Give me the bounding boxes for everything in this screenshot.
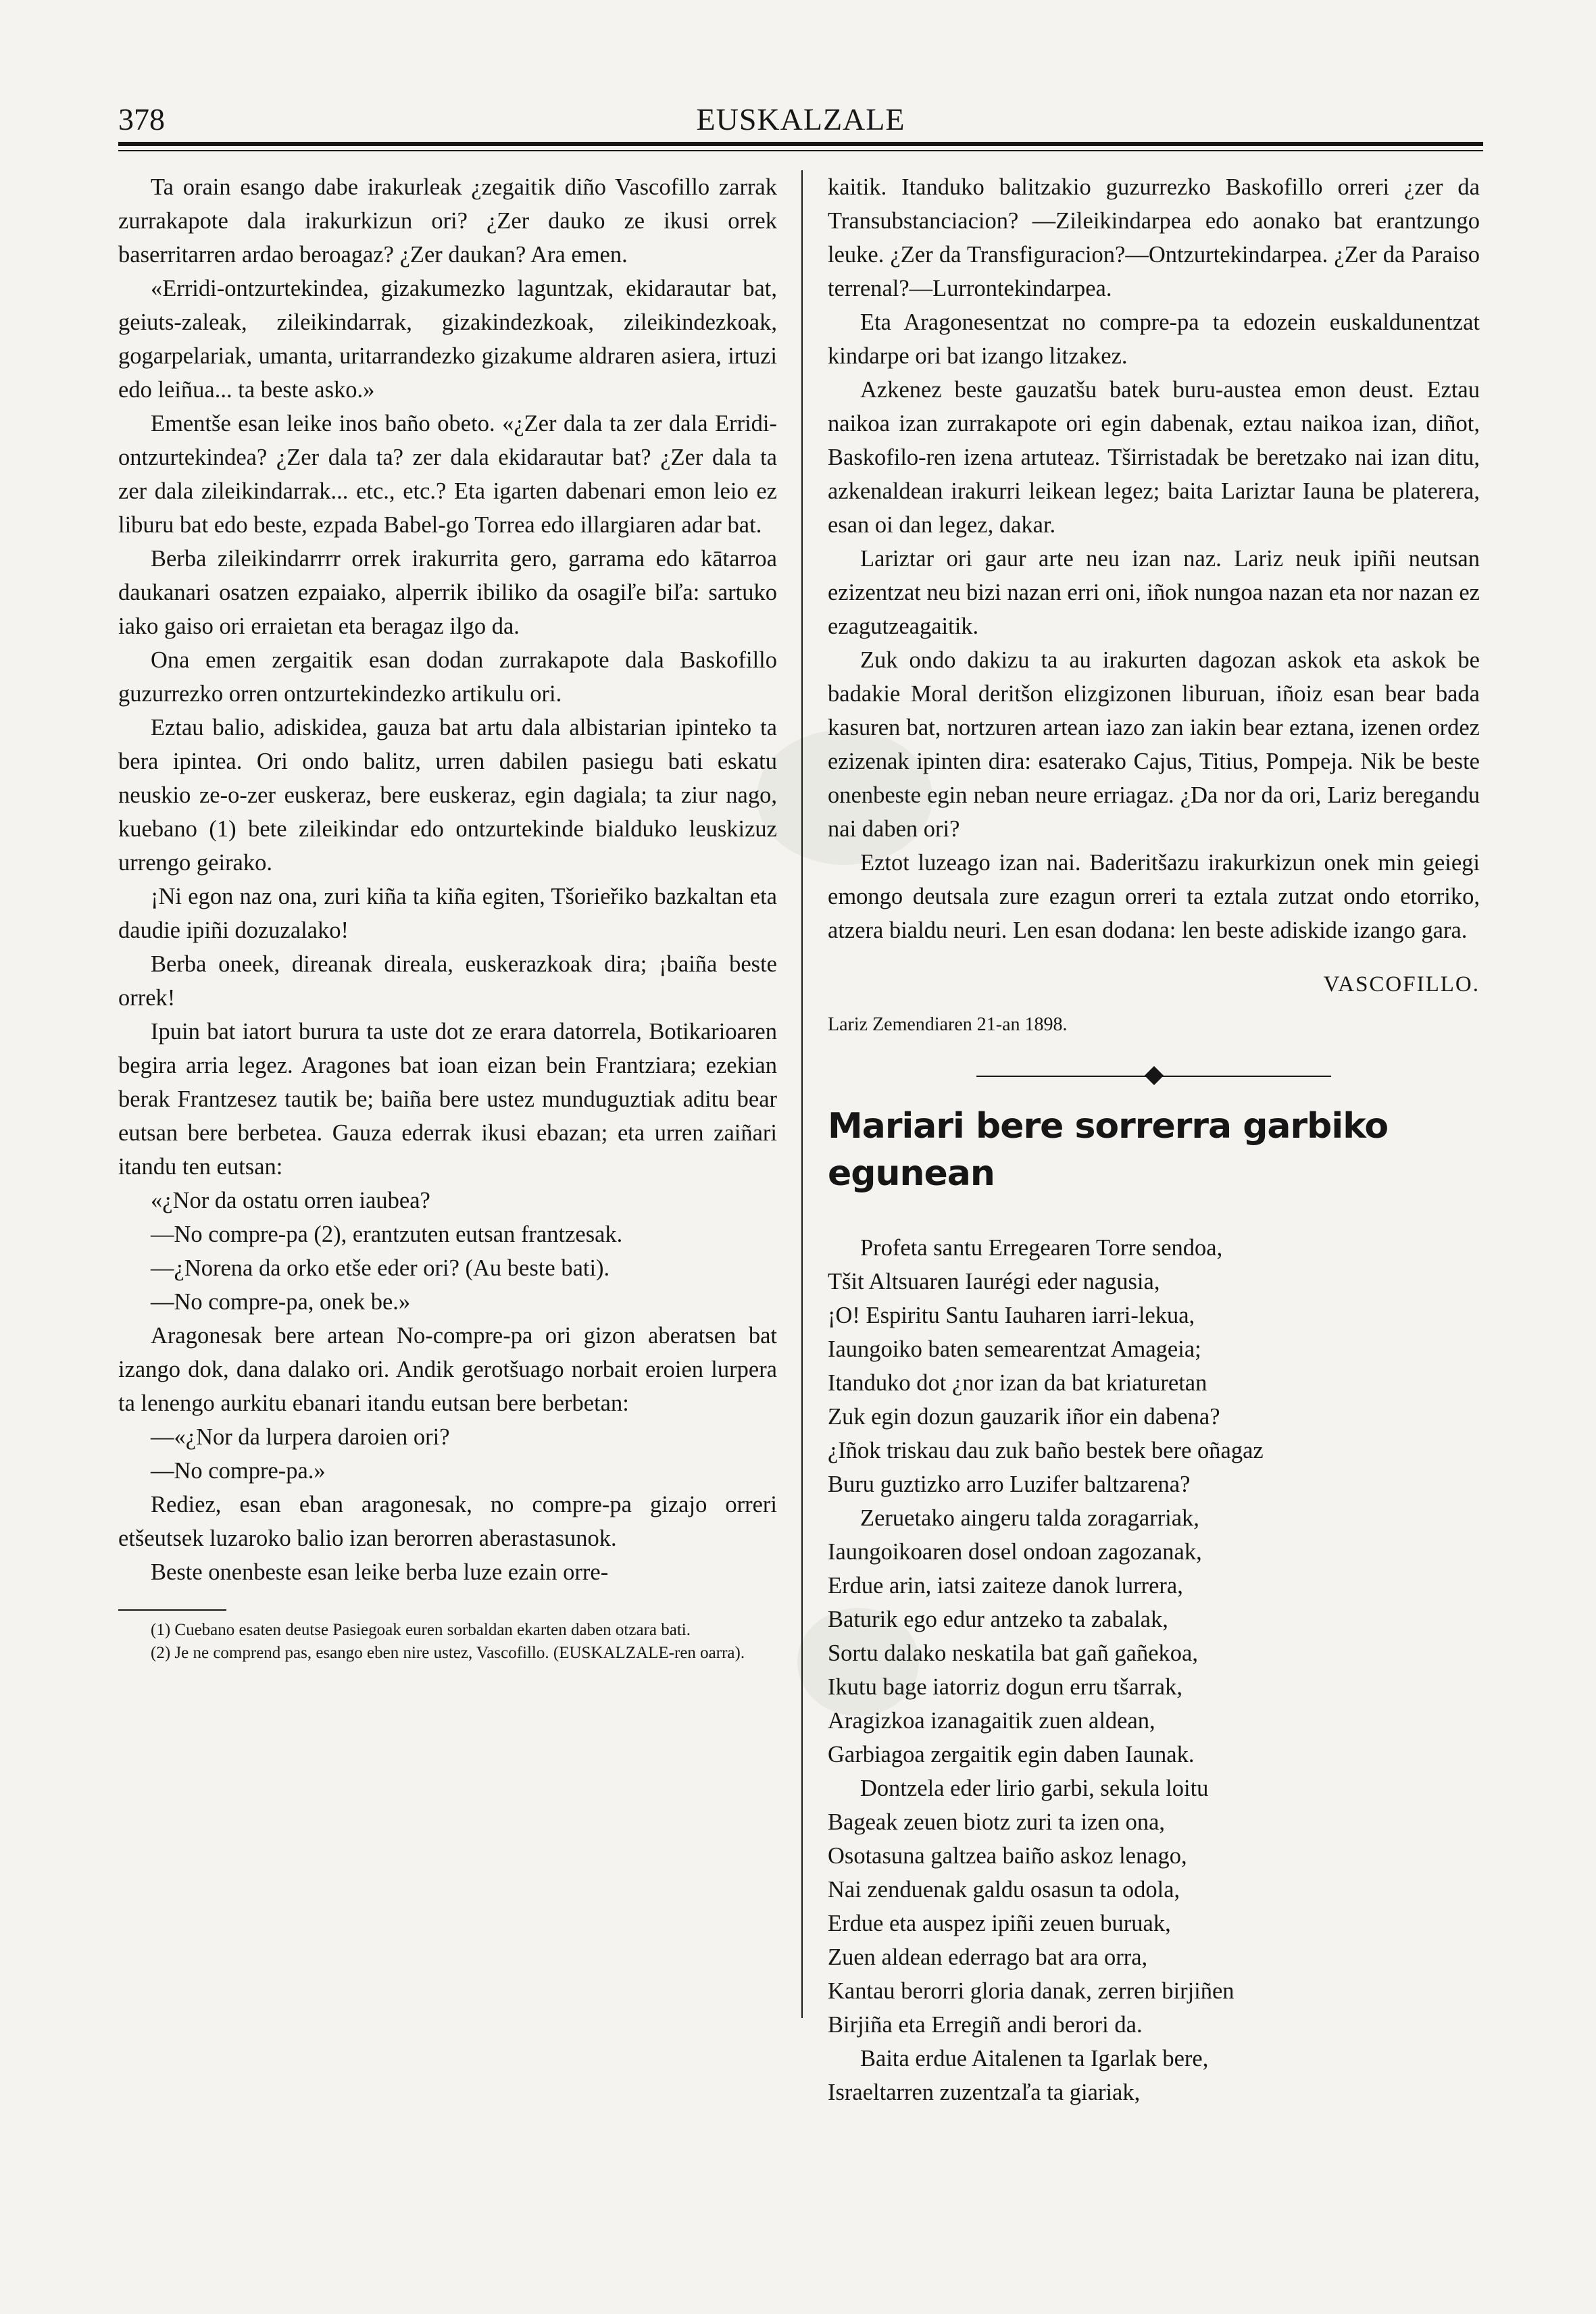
paragraph: Eztot luzeago izan nai. Baderitšazu irakurkizun onek min geiegi emongo deutsala zure ezagun orreri ta eztala zutzat ondo etorriko, atzera bialdu neuri. Len esan dodana: len beste adiskide izango gara.: [828, 850, 1480, 943]
poem-line: Nai zenduenak galdu osasun ta odola,: [828, 1877, 1180, 1903]
footnote: (2) Je ne comprend pas, esango eben nire ustez, Vascofillo. (EUSKALZALE-ren oarra).: [151, 1644, 745, 1662]
section-ornament: [828, 1066, 1480, 1086]
poem-line: Buru guztizko arro Luzifer baltzarena?: [828, 1472, 1191, 1497]
paragraph: Berba zileikindarrrr orrek irakurrita gero, garrama edo kātarroa daukanari osatzen ezpaiako, alperrik ibiliko da osagiľe biľa: sartuko iako gaiso ori erraietan eta beragaz ilgo da.: [118, 546, 777, 639]
column-divider: [801, 170, 803, 2018]
dialogue-line: —No compre-pa, onek be.»: [151, 1289, 411, 1315]
poem-line: Iaungoiko baten semearentzat Amageia;: [828, 1336, 1201, 1362]
dateline: Lariz Zemendiaren 21-an 1898.: [828, 1014, 1068, 1035]
poem-line: ¡O! Espiritu Santu Iauharen iarri-lekua,: [828, 1303, 1195, 1328]
poem-line: Bageak zeuen biotz zuri ta izen ona,: [828, 1809, 1166, 1835]
poem-line: Birjiña eta Erregiñ andi berori da.: [828, 2012, 1143, 2038]
signature: VASCOFILLO.: [1323, 972, 1480, 997]
header-rule-thin: [118, 150, 1483, 151]
paragraph: kaitik. Itanduko balitzakio guzurrezko Baskofillo orreri ¿zer da Transubstanciacion? —Zileikindarpea edo aonako bat erantzungo leuke. ¿Zer da Transfiguracion?—Ontzurtekindarpea. ¿Zer da Paraiso terrenal?—Lurrontekindarpea.: [828, 174, 1480, 301]
paragraph: Lariztar ori gaur arte neu izan naz. Lariz neuk ipiñi neutsan ezizentzat neu bizi nazan erri oni, iñok nungoa nazan eta nor nazan ez ezagutzeagaitik.: [828, 546, 1480, 639]
page-header: [118, 101, 1483, 143]
dialogue-line: —No compre-pa.»: [151, 1458, 326, 1484]
paragraph: Azkenez beste gauzatšu batek buru-austea emon deust. Eztau naikoa izan zurrakapote ori egin dabenak, eztau naikoa izan, diñot, Baskofilo-ren izena artuteaz. Tširristadak be beretzako nai izan ditu, azkenaldean irakurri leikean legez; baita Lariztar Iauna be platerera, esan oi dan legez, dakar.: [828, 377, 1480, 538]
left-column: [118, 170, 777, 1665]
poem-line: Profeta santu Erregearen Torre sendoa,: [860, 1235, 1223, 1261]
poem-line: ¿Iñok triskau dau zuk baño bestek bere oñagaz: [828, 1438, 1264, 1463]
poem: [828, 1231, 1480, 2109]
dialogue-line: —No compre-pa (2), erantzuten eutsan frantzesak.: [151, 1222, 623, 1247]
paragraph: Ona emen zergaitik esan dodan zurrakapote dala Baskofillo guzurrezko orren ontzurtekindezko artikulu ori.: [118, 647, 777, 707]
poem-line: Zuen aldean ederrago bat ara orra,: [828, 1944, 1148, 1970]
poem-title: Mariari bere sorrerra garbiko egunean: [828, 1106, 1389, 1194]
poem-line: Erdue eta auspez ipiñi zeuen buruak,: [828, 1911, 1171, 1936]
poem-line: Zuk egin dozun gauzarik iñor ein dabena?: [828, 1404, 1220, 1430]
page-number: 378: [118, 102, 165, 136]
paragraph: Aragonesak bere artean No-compre-pa ori gizon aberatsen bat izango dok, dana dalako ori. Andik gerotšuago norbait eroien lurpera ta lenengo aurkitu ebanari itandu eutsan bere berbetan:: [118, 1323, 777, 1416]
footnote-rule: [118, 1609, 226, 1611]
poem-line: Dontzela eder lirio garbi, sekula loitu: [860, 1776, 1209, 1801]
paragraph: ¡Ni egon naz ona, zuri kiña ta kiña egiten, Tšorieřiko bazkaltan eta daudie ipiñi dozuzalako!: [118, 884, 777, 943]
paragraph: Zuk ondo dakizu ta au irakurten dagozan askok eta askok be badakie Moral deritšon elizgizonen liburuan, iñoiz esan bear bada kasuren bat, nortzuren artean iazo zan iakin bear eztana, izenen ordez ezizenak ipinten dira: esaterako Cajus, Titius, Pompeja. Nik be beste onenbeste egin neban neure erriagaz. ¿Da nor da ori, Lariz beregandu nai daben ori?: [828, 647, 1480, 842]
paragraph: «Erridi-ontzurtekindea, gizakumezko laguntzak, ekidarautar bat, geiuts-zaleak, zileikindarrak, gizakindezkoak, zileikindezkoak, gogarpelariak, umanta, uritarrandezko gizakume aldraren asiera, irtuzi edo leiñua... ta beste asko.»: [118, 276, 777, 403]
paragraph: Beste onenbeste esan leike berba luze ezain orre-: [151, 1559, 609, 1585]
poem-line: Garbiagoa zergaitik egin daben Iaunak.: [828, 1742, 1195, 1767]
ornament-diamond-icon: [1144, 1066, 1163, 1085]
poem-line: Kantau berorri gloria danak, zerren birjiñen: [828, 1978, 1235, 2004]
footnote: (1) Cuebano esaten deutse Pasiegoak euren sorbaldan ekarten daben otzara bati.: [151, 1621, 691, 1639]
poem-line: Ikutu bage iatorriz dogun erru tšarrak,: [828, 1674, 1182, 1700]
paragraph: Berba oneek, direanak direala, euskerazkoak dira; ¡baiña beste orrek!: [118, 951, 777, 1011]
poem-line: Tšit Altsuaren Iaurégi eder nagusia,: [828, 1269, 1160, 1294]
right-column: [828, 170, 1480, 2109]
paragraph: Eztau balio, adiskidea, gauza bat artu dala albistarian ipinteko ta bera ipintea. Ori ondo balitz, urren dabilen pasiegu bati eskatu neuskio ze-o-zer euskeraz, bere euskeraz, egin dagiala; ta ziur nago, kuebano (1) bete zileikindar edo ontzurtekinde bialduko leuskizuz urrengo geirako.: [118, 715, 777, 876]
header-rule-thick: [118, 142, 1483, 146]
dialogue-line: «¿Nor da ostatu orren iaubea?: [151, 1188, 430, 1213]
paragraph: Rediez, esan eban aragonesak, no compre-pa gizajo orreri etšeutsek luzaroko balio izan berorren aberastasunok.: [118, 1492, 777, 1551]
poem-line: Itanduko dot ¿nor izan da bat kriaturetan: [828, 1370, 1207, 1396]
paragraph: Ementše esan leike inos baño obeto. «¿Zer dala ta zer dala Erridi-ontzurtekindea? ¿Zer dala ta? zer dala ekidarautar bat? ¿Zer dala ta zer dala zileikindarrak... etc., etc.? Eta igarten dabenari emon leio ez liburu bat edo beste, ezpada Babel-go Torrea edo illargiaren adar bat.: [118, 411, 777, 538]
dialogue-line: —¿Norena da orko etše eder ori? (Au beste bati).: [151, 1255, 610, 1281]
poem-line: Aragizkoa izanagaitik zuen aldean,: [828, 1708, 1155, 1734]
poem-line: Baturik ego edur antzeko ta zabalak,: [828, 1607, 1168, 1632]
paragraph: Ta orain esango dabe irakurleak ¿zegaitik diño Vascofillo zarrak zurrakapote dala irakurkizun ori? ¿Zer dauko ze ikusi orrek baserritarren ardao beroagaz? ¿Zer daukan? Ara emen.: [118, 174, 777, 268]
paragraph: Eta Aragonesentzat no compre-pa ta edozein euskaldunentzat kindarpe ori bat izango litzakez.: [828, 309, 1480, 369]
poem-line: Israeltarren zuzentzaľa ta giariak,: [828, 2080, 1141, 2105]
poem-line: Baita erdue Aitalenen ta Igarlak bere,: [860, 2046, 1209, 2071]
paragraph: Ipuin bat iatort burura ta uste dot ze erara datorrela, Botikarioaren begira arria legez. Aragones bat ioan eizan bein Frantziara; ezekian berak Frantzesez tautik be; baiña bere ustez munduguztiak aditu bear eutsan bere berbetea. Gauza ederrak ikusi ebazan; eta urren zaiñari itandu ten eutsan:: [118, 1019, 777, 1180]
running-title: EUSKALZALE: [696, 102, 905, 136]
poem-line: Iaungoikoaren dosel ondoan zagozanak,: [828, 1539, 1202, 1565]
dialogue-line: —«¿Nor da lurpera daroien ori?: [151, 1424, 450, 1450]
poem-line: Osotasuna galtzea baiño askoz lenago,: [828, 1843, 1187, 1869]
poem-line: Zeruetako aingeru talda zoragarriak,: [860, 1505, 1199, 1531]
poem-line: Sortu dalako neskatila bat gañ gañekoa,: [828, 1640, 1198, 1666]
poem-line: Erdue arin, iatsi zaiteze danok lurrera,: [828, 1573, 1183, 1599]
